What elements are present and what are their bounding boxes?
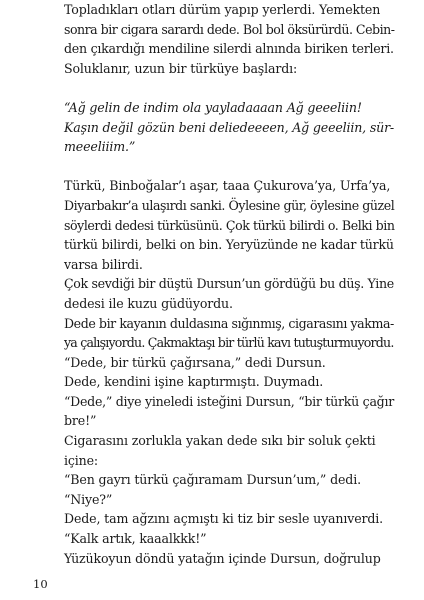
text-line: söylerdi dedesi türküsünü. Çok türkü bilirdi o. Belki bin — [64, 217, 395, 233]
text-line: dedesi ile kuzu güdüyordu. — [64, 295, 233, 311]
text-line: Diyarbakır’a ulaşırdı sanki. Öylesine gür, öylesine güzel — [64, 197, 395, 213]
text-line: “Dede, bir türkü çağırsana,” dedi Dursun. — [64, 354, 326, 370]
text-line: içine: — [64, 452, 99, 468]
text-line: den çıkardığı mendiline silerdi alnında biriken terleri. — [64, 41, 394, 57]
text-line: Dede, kendini işine kaptırmıştı. Duymadı. — [64, 374, 324, 390]
text-line: “Kalk artık, kaaalkkk!” — [64, 531, 207, 547]
page-number: 10 — [33, 577, 48, 591]
text-line: sonra bir cigara sarardı dede. Bol bol öksürürdü. Cebin- — [64, 21, 395, 37]
text-line: “Ben gayrı türkü çağıramam Dursun’um,” dedi. — [64, 472, 361, 488]
text-line: Türkü, Binboğalar’ı aşar, taaa Çukurova’ya, Urfa’ya, — [64, 178, 391, 194]
text-line: Dede, tam ağzını açmıştı ki tiz bir sesle uyanıverdi. — [64, 511, 384, 527]
text-line: Yüzükoyun döndü yatağın içinde Dursun, doğrulup — [64, 550, 381, 566]
text-line: Soluklanır, uzun bir türküye başlardı: — [64, 60, 298, 76]
text-line: Topladıkları otları dürüm yapıp yerlerdi. Yemekten — [64, 2, 381, 17]
paragraph-spacer — [64, 78, 394, 98]
song-line: “Ağ gelin de indim ola yayladaaaan Ağ geeeliin! — [64, 99, 362, 115]
song-line: meeeliiim.” — [64, 139, 136, 155]
text-line: Cigarasını zorlukla yakan dede sıkı bir soluk çekti — [64, 433, 376, 449]
text-line: bre!” — [64, 413, 97, 429]
text-line: “Dede,” diye yineledi isteğini Dursun, “bir türkü çağır — [64, 393, 394, 409]
text-line: türkü bilirdi, belki on bin. Yeryüzünde ne kadar türkü — [64, 237, 394, 253]
text-line: “Niye?” — [64, 491, 113, 507]
text-line: ya çalışıyordu. Çakmaktaşı bir türlü kavı tutuşturmuyordu. — [64, 335, 394, 351]
body-text — [64, 0, 394, 568]
text-line: Çok sevdiği bir düştü Dursun’un gördüğü bu düş. Yine — [64, 276, 394, 292]
song-line: Kaşın değil gözün beni deliedeeeen, Ağ geeeliin, sür- — [64, 119, 395, 135]
text-line: Dede bir kayanın duldasına sığınmış, cigarasını yakma- — [64, 315, 394, 331]
paragraph-spacer — [64, 157, 394, 177]
text-line: varsa bilirdi. — [64, 256, 143, 272]
